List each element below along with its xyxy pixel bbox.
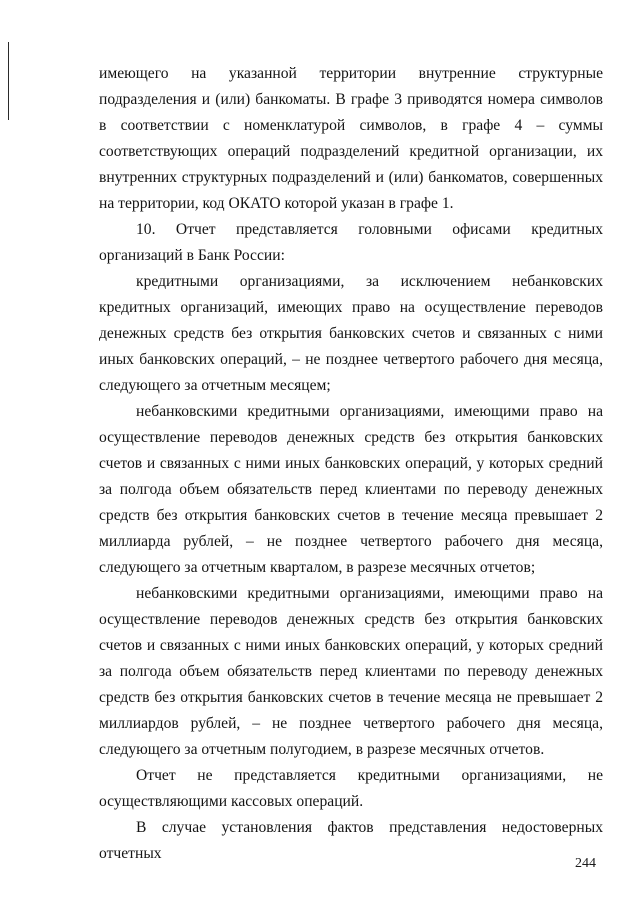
- paragraph-credit-organizations: кредитными организациями, за исключением небанковских кредитных организаций, имеющих право на осуществление переводов денежных средств без открытия банковских счетов и связанных с ними иных банковских операций, – не позднее четвертого рабочего дня месяца, следующего за отчетным месяцем;: [99, 273, 603, 394]
- paragraph-nonbank-exceeds: небанковскими кредитными организациями, имеющими право на осуществление переводов денежных средств без открытия банковских счетов и связанных с ними иных банковских операций, у которых средний за полгода объем обязательств перед клиентами по переводу денежных средств без открытия банковских счетов в течение месяца превышает 2 миллиарда рублей, – не позднее четвертого рабочего дня месяца, следующего за отчетным кварталом, в разрезе месячных отчетов;: [99, 403, 603, 576]
- body-text: [99, 61, 603, 867]
- paragraph-item-10: 10. Отчет представляется головными офисами кредитных организаций в Банк России:: [99, 221, 603, 264]
- page-number: 244: [575, 856, 596, 871]
- paragraph-unreliable-reports: В случае установления фактов представления недостоверных отчетных: [99, 819, 603, 862]
- paragraph-continuation: имеющего на указанной территории внутренние структурные подразделения и (или) банкоматы. В графе 3 приводятся номера символов в соответствии с номенклатурой символов, в графе 4 – суммы соответствующих операций подразделений кредитной организации, их внутренних структурных подразделений и (или) банкоматов, совершенных на территории, код ОКАТО которой указан в графе 1.: [99, 65, 603, 212]
- paragraph-not-submitted: Отчет не представляется кредитными организациями, не осуществляющими кассовых операций.: [99, 767, 603, 810]
- paragraph-nonbank-not-exceeds: небанковскими кредитными организациями, имеющими право на осуществление переводов денежных средств без открытия банковских счетов и связанных с ними иных банковских операций, у которых средний за полгода объем обязательств перед клиентами по переводу денежных средств без открытия банковских счетов в течение месяца не превышает 2 миллиардов рублей, – не позднее четвертого рабочего дня месяца, следующего за отчетным полугодием, в разрезе месячных отчетов.: [99, 585, 603, 758]
- margin-line: [8, 42, 9, 120]
